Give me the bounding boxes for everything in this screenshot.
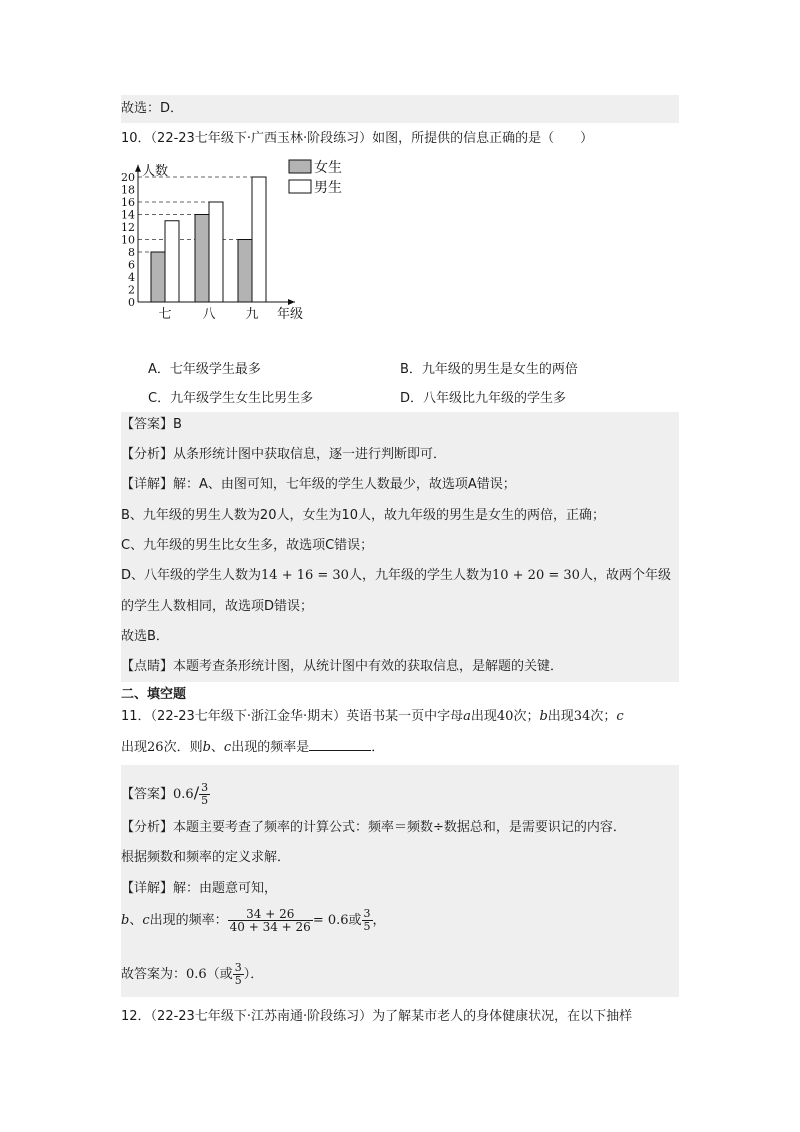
q11-number: 11． [121, 709, 151, 724]
q11-big-den: 40 + 34 + 26 [229, 920, 311, 934]
y-tick-label: 20 [121, 171, 135, 184]
y-tick-label: 12 [121, 221, 135, 234]
x-tick-label: 七 [158, 307, 172, 322]
q11-answer [121, 780, 210, 808]
q10-detail-4 [121, 567, 671, 585]
legend-label-male: 男生 [314, 180, 342, 196]
q11-var-b: b [539, 709, 548, 724]
q11-big-fraction [228, 908, 313, 933]
q11-final-value: 0.6 [186, 967, 207, 982]
q11-detail-2-label: 出现的频率： [149, 913, 228, 928]
q11-frac-num: 3 [201, 781, 209, 794]
q11-stem-4: 出现 [547, 709, 574, 724]
q10-number: 10． [121, 131, 151, 146]
q10-option-b: B．九年级的男生是女生的两倍 [400, 362, 578, 377]
q11-detail-2-end: ， [372, 913, 386, 928]
q11-detail-sep: 、 [129, 913, 143, 928]
bar-female [238, 240, 252, 303]
q11-final [121, 960, 263, 990]
q11-analysis-1: 【分析】本题主要考查了频率的计算公式：频率＝频数÷数据总和，是需要识记的内容． [121, 820, 626, 835]
q10-option-d: D．八年级比九年级的学生多 [400, 391, 567, 406]
q11-n34: 34 [573, 709, 591, 724]
q11-or: 或 [348, 913, 362, 928]
q10-stem: 如图，所提供的信息正确的是（ ） [372, 131, 594, 146]
y-tick-label: 2 [128, 283, 135, 297]
q11-detail-var-c: c [142, 913, 150, 928]
x-tick-label: 九 [245, 307, 259, 322]
q11-line2-3: 出现的频率是 [231, 740, 310, 755]
q11-stem-5: 次； [590, 709, 617, 724]
q10-detail-5: 的学生人数相同，故选项D错误； [121, 599, 314, 614]
bar-chart [113, 152, 373, 332]
q11-final-or-close: ）． [243, 967, 264, 982]
y-tick-label: 14 [121, 208, 135, 222]
y-tick-label: 0 [128, 296, 135, 309]
legend-swatch-male [289, 180, 311, 193]
y-tick-label: 4 [128, 271, 135, 284]
q11-answer-blank [309, 738, 371, 751]
q10-detail-2: B、九年级的男生人数为20人，女生为10人，故九年级的男生是女生的两倍，正确； [121, 508, 606, 523]
q11-n40: 40 [496, 709, 514, 724]
q12-stem: 为了解某市老人的身体健康状况，在以下抽样 [372, 1009, 633, 1024]
q10-source: （22-23七年级下·广西玉林·阶段练习） [150, 131, 373, 146]
q10-detail-1: 【详解】解：A、由图可知，七年级的学生人数最少，故选项A错误； [121, 477, 516, 492]
y-axis-arrow [135, 165, 141, 172]
top-answer: 故选：D． [121, 101, 184, 116]
q11-line-2 [121, 738, 384, 757]
q11-final-frac-den: 5 [234, 974, 242, 987]
q10-expr-grade8: 14 + 16 = 30 [261, 568, 349, 583]
q11-final-label: 故答案为： [121, 967, 187, 982]
q11-detail-2 [121, 904, 386, 938]
q10-detail-4-mid: 人，九年级的学生人数为 [348, 568, 492, 583]
q11-detail-var-b: b [121, 913, 130, 928]
q11-line2-2: 次．则 [163, 740, 203, 755]
q11-final-or-open: （或 [206, 967, 233, 982]
q11-analysis-2: 根据频数和频率的定义求解． [121, 850, 291, 865]
q12-number: 12． [121, 1009, 151, 1024]
bar-female [195, 215, 209, 303]
q10-answer: 【答案】B [121, 417, 182, 432]
q10-analysis: 【分析】从条形统计图中获取信息，逐一进行判断即可． [121, 447, 447, 462]
bar-male [165, 221, 179, 302]
legend-label-female: 女生 [314, 160, 342, 176]
q11-var-a: a [463, 709, 471, 724]
y-axis-label: 人数 [142, 163, 169, 179]
q12-source: （22-23七年级下·江苏南通·阶段练习） [150, 1009, 373, 1024]
q10-detail-4-suffix: 人，故两个年级 [579, 568, 671, 583]
q10-option-c: C．九年级学生女生比男生多 [148, 391, 314, 406]
x-axis-label: 年级 [277, 307, 304, 322]
q10-detail-3: C、九年级的男生比女生多，故选项C错误； [121, 538, 374, 553]
q11-answer-label: 【答案】 [121, 787, 174, 802]
q11-var-c-2: c [223, 740, 232, 755]
q11-detail-fraction [362, 908, 373, 933]
q11-stem-end: ． [371, 740, 385, 755]
q11-stem-1: 英语书某一页中字母 [346, 709, 464, 724]
q11-detail-1: 【详解】解：由题意可知， [121, 881, 278, 896]
bar-female [151, 252, 165, 302]
q11-stem-2: 出现 [470, 709, 497, 724]
q10-detail-4-prefix: D、八年级的学生人数为 [121, 568, 262, 583]
q11-frac-den: 5 [201, 794, 209, 807]
q11-detail-frac-den: 5 [363, 920, 371, 933]
y-tick-label: 10 [121, 233, 135, 247]
q11-detail-frac-num: 3 [363, 907, 371, 920]
q10-heading [121, 130, 593, 148]
q10-comment: 【点睛】本题考查条形统计图，从统计图中有效的获取信息，是解题的关键． [121, 659, 564, 674]
x-tick-label: 八 [202, 307, 216, 322]
q11-line-1 [121, 708, 624, 726]
q11-final-fraction [233, 962, 244, 987]
q11-sep: 、 [210, 740, 224, 755]
q11-var-b-2: b [202, 740, 211, 755]
q11-stem-3: 次； [513, 709, 540, 724]
q11-big-eq: = 0.6 [312, 913, 349, 928]
q11-source: （22-23七年级下·浙江金华·期末） [150, 709, 347, 724]
bar-male [252, 177, 266, 302]
q11-n26: 26 [147, 740, 164, 755]
q12-heading [121, 1008, 632, 1026]
legend-swatch-female [289, 160, 311, 173]
y-tick-label: 18 [121, 183, 135, 197]
q11-line2-1: 出现 [121, 740, 148, 755]
x-axis-arrow [288, 299, 295, 305]
section-title: 二、填空题 [121, 687, 187, 702]
q11-answer-fraction [199, 782, 210, 807]
y-tick-label: 8 [128, 246, 135, 259]
q11-final-frac-num: 3 [234, 961, 242, 974]
q11-var-c: c [616, 709, 624, 724]
q11-big-num: 34 + 26 [228, 908, 313, 921]
q11-answer-slash: / [193, 783, 200, 802]
q10-expr-grade9: 10 + 20 = 30 [491, 568, 580, 583]
bar-male [209, 202, 223, 302]
y-tick-label: 6 [128, 258, 135, 272]
y-tick-label: 16 [121, 196, 135, 209]
q11-answer-value: 0.6 [173, 787, 194, 802]
q10-option-a: A．七年级学生最多 [148, 362, 261, 377]
q10-conclusion: 故选B． [121, 629, 169, 644]
answer-shade-top [121, 95, 679, 123]
